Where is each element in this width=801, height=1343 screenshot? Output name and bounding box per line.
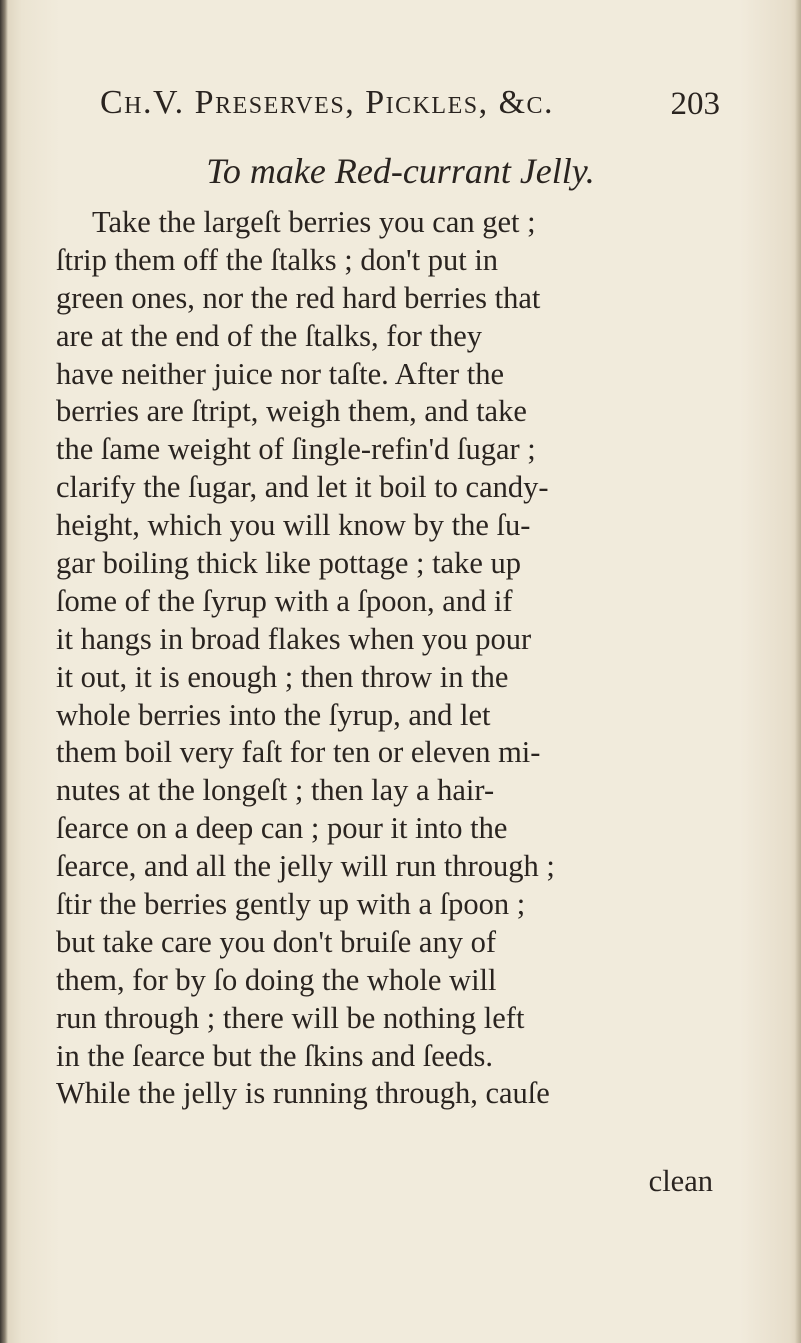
text-line: are at the end of the ſtalks, for they bbox=[56, 318, 482, 353]
text-line: it out, it is enough ; then throw in the bbox=[56, 659, 509, 694]
text-line: berries are ſtript, weigh them, and take bbox=[56, 394, 527, 429]
text-line: ſome of the ſyrup with a ſpoon, and if bbox=[56, 583, 513, 618]
text-line: but take care you don't bruiſe any of bbox=[56, 924, 496, 959]
chapter-heading: Ch.V. Preserves, Pickles, &c. bbox=[100, 84, 555, 121]
text-line: ſearce on a deep can ; pour it into the bbox=[56, 811, 508, 846]
page-number: 203 bbox=[670, 86, 720, 122]
text-line: green ones, nor the red hard berries that bbox=[56, 280, 541, 315]
text-line: the ſame weight of ſingle-refin'd ſugar ; bbox=[56, 432, 536, 467]
text-line: have neither juice nor taſte. After the bbox=[56, 356, 504, 391]
text-line: gar boiling thick like pottage ; take up bbox=[56, 546, 522, 581]
recipe-title: To make Red-currant Jelly. bbox=[206, 151, 595, 191]
recipe-body bbox=[56, 204, 756, 1113]
page-spine-shadow bbox=[0, 0, 8, 1343]
text-line: them, for by ſo doing the whole will bbox=[56, 962, 497, 997]
catchword: clean bbox=[648, 1164, 713, 1198]
text-line: in the ſearce but the ſkins and ſeeds. bbox=[56, 1038, 494, 1073]
text-line: run through ; there will be nothing left bbox=[56, 1000, 525, 1035]
text-line: height, which you will know by the ſu- bbox=[56, 508, 531, 543]
text-line: While the jelly is running through, cauſe bbox=[56, 1076, 550, 1111]
running-header bbox=[100, 84, 720, 128]
text-line: ſtir the berries gently up with a ſpoon ; bbox=[56, 887, 526, 922]
page-edge-shadow bbox=[795, 0, 801, 1343]
text-line: nutes at the longeſt ; then lay a hair- bbox=[56, 773, 495, 808]
text-line: ſtrip them off the ſtalks ; don't put in bbox=[56, 242, 499, 277]
text-line: whole berries into the ſyrup, and let bbox=[56, 697, 491, 732]
text-line: clarify the ſugar, and let it boil to candy- bbox=[56, 470, 549, 505]
text-line: it hangs in broad flakes when you pour bbox=[56, 621, 532, 656]
text-line: Take the largeſt berries you can get ; bbox=[92, 205, 536, 239]
text-line: them boil very faſt for ten or eleven mi- bbox=[56, 735, 541, 770]
text-line: ſearce, and all the jelly will run through ; bbox=[56, 849, 555, 884]
